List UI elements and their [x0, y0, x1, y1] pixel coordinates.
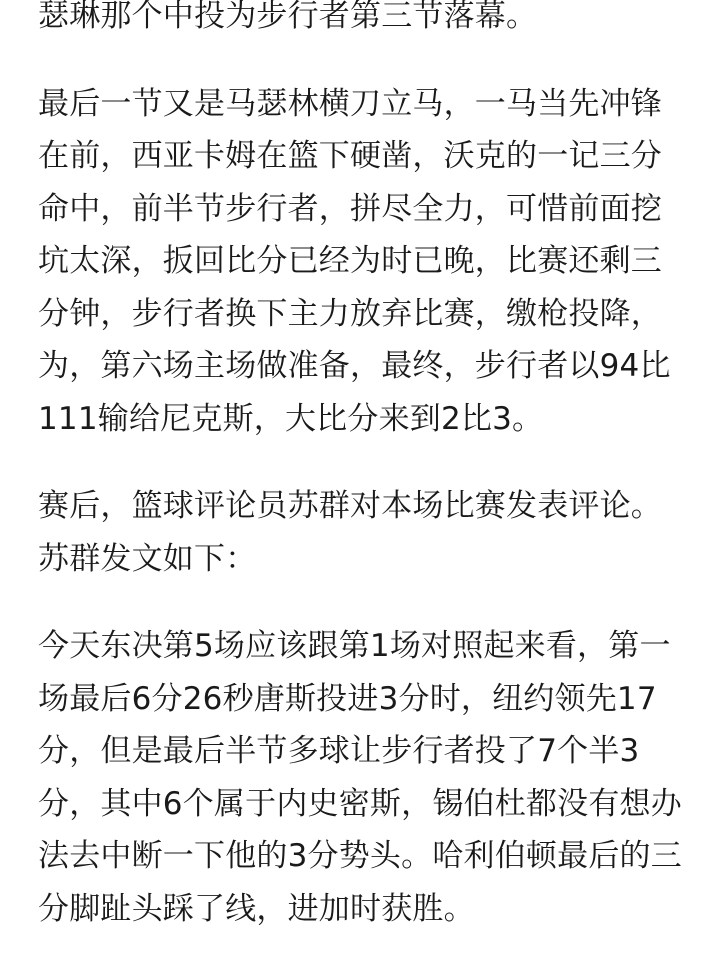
article-body — [38, 0, 718, 970]
text-line: 苏群发文如下： — [38, 540, 257, 577]
text-line: 分，但是最后半节多球让步行者投了7个半3 — [38, 733, 640, 769]
text-line: 最后一节又是马瑟林横刀立马，一马当先冲锋 — [38, 85, 662, 122]
text-line: 在前，西亚卡姆在篮下硬凿，沃克的一记三分 — [38, 138, 662, 174]
paragraph-1 — [38, 0, 718, 43]
text-line: 场最后6分26秒唐斯投进3分时，纽约领先17 — [38, 680, 657, 717]
text-line: 分脚趾头踩了线，进加时获胜。 — [38, 890, 475, 927]
text-line: 法去中断一下他的3分势头。哈利伯顿最后的三 — [38, 838, 682, 874]
text-line: 瑟琳那个中投为步行者第三节落幕。 — [38, 0, 538, 34]
text-line: 赛后，篮球评论员苏群对本场比赛发表评论。 — [38, 488, 662, 524]
paragraph-2 — [38, 78, 718, 446]
paragraph-4 — [38, 620, 718, 935]
text-line: 为，第六场主场做准备，最终，步行者以94比 — [38, 348, 671, 384]
text-line: 坑太深，扳回比分已经为时已晚，比赛还剩三 — [38, 243, 662, 279]
text-line: 分钟，步行者换下主力放弃比赛，缴枪投降， — [38, 295, 662, 332]
text-line: 今天东决第5场应该跟第1场对照起来看，第一 — [38, 628, 671, 664]
text-line: 分，其中6个属于内史密斯，锡伯杜都没有想办 — [38, 785, 682, 822]
text-line: 111输给尼克斯，大比分来到2比3。 — [38, 400, 544, 437]
paragraph-3 — [38, 480, 718, 585]
text-line: 命中，前半节步行者，拼尽全力，可惜前面挖 — [38, 190, 662, 227]
